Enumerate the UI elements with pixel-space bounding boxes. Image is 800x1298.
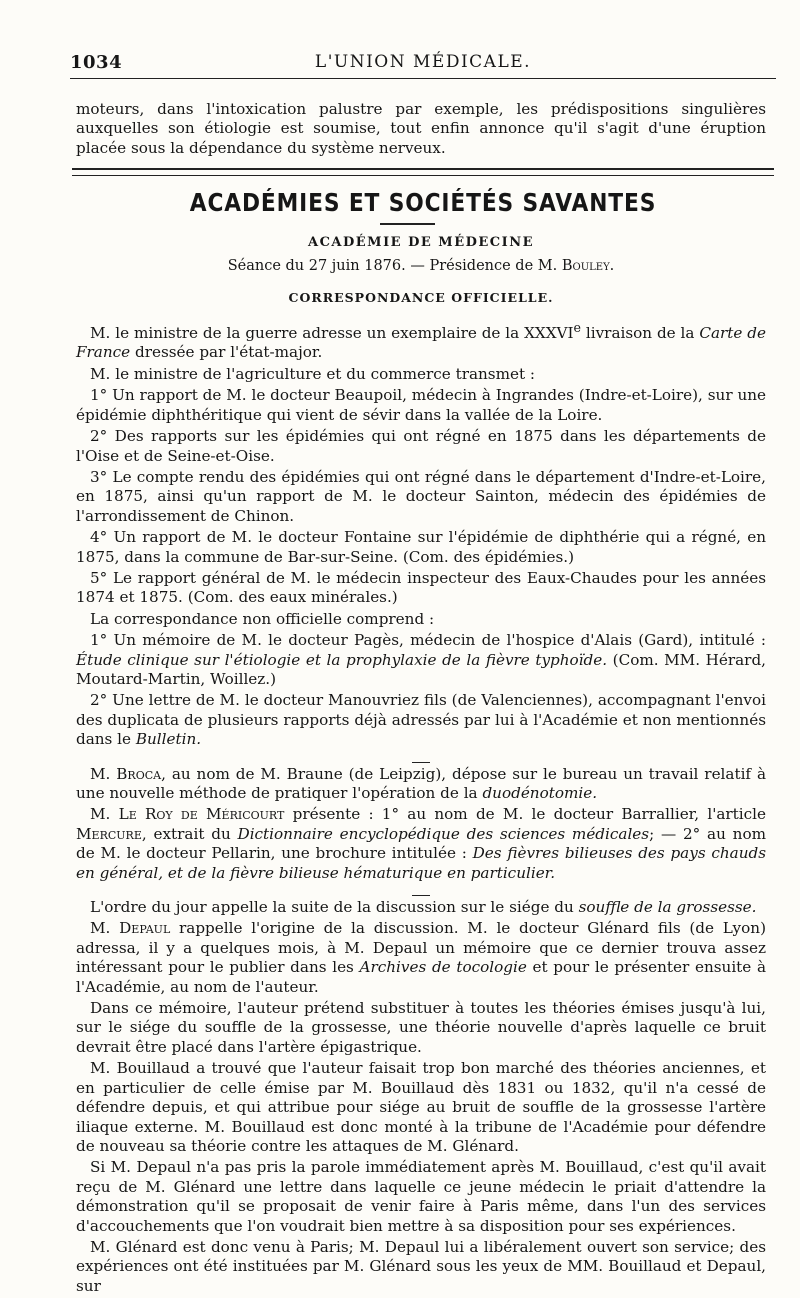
session-line	[76, 258, 766, 274]
superscript: e	[573, 320, 581, 335]
paragraph: La correspondance non officielle comprend :	[90, 609, 435, 628]
paragraph: 4° Un rapport de M. le docteur Fontaine sur l'épidémie de diphthérie qui a régné, en 1875, dans la commune de Bar-sur-Seine. (Com. des épidémies.)	[76, 528, 766, 566]
text: L'ordre du jour appelle la suite de la discussion sur le siége du	[90, 898, 579, 917]
separator-dash	[76, 885, 766, 895]
text: et pour le présenter ensuite à l'Académie, au nom de l'auteur.	[76, 958, 766, 996]
paragraph: 2° Des rapports sur les épidémies qui ont régné en 1875 dans les départements de l'Oise et de Seine-et-Oise.	[76, 427, 766, 465]
paragraph	[76, 898, 766, 917]
paragraph: Si M. Depaul n'a pas pris la parole immédiatement après M. Bouillaud, c'est qu'il avait reçu de M. Glénard une lettre dans laquelle ce jeune médecin le priait d'attendre la démonstration qu'il se proposait de venir faire à Paris même, dans l'un des services d'accouchements que l'on voudrait bien mettre à sa disposition pour ses expériences.	[76, 1158, 766, 1235]
text: présente : 1° au nom de M. le docteur Barrallier, l'article	[284, 805, 766, 824]
text: (Com. MM. Hérard, Moutard-Martin, Woillez.)	[76, 650, 766, 688]
italic-title: Étude clinique sur l'étiologie et la prophylaxie de la fièvre typhoïde.	[76, 650, 608, 669]
text: livraison de la	[581, 324, 700, 343]
paragraph	[76, 631, 766, 689]
separator-dash	[76, 752, 766, 762]
speaker-name: M. Le Roy de Méricourt	[90, 805, 285, 824]
paragraph: 5° Le rapport général de M. le médecin inspecteur des Eaux-Chaudes pour les années 1874 et 1875. (Com. des eaux minérales.)	[76, 568, 766, 607]
italic-title: souffle de la grossesse.	[578, 898, 757, 917]
text: , extrait du	[141, 824, 238, 843]
text: 1° Un mémoire de M. le docteur Pagès, médecin de l'hospice d'Alais (Gard), intitulé :	[90, 631, 766, 650]
speaker-name: M. Broca	[90, 764, 162, 783]
page-number: 1034	[70, 52, 123, 73]
session-text: Séance du 27 juin 1876. — Présidence de M.	[227, 258, 562, 274]
title-underline	[380, 223, 435, 225]
text: , au nom de M. Braune (de Leipzig), dépose sur le bureau un travail relatif à une nouvelle méthode de pratiquer l'opération de la	[76, 764, 766, 802]
article-body	[76, 318, 766, 1298]
italic-title: Archives de tocologie	[359, 958, 527, 977]
intro-paragraph: moteurs, dans l'intoxication palustre par exemple, les prédispositions singulières auxquelles son étiologie est soumise, tout enfin annonce qu'il s'agit d'une éruption placée sous la dépendance du système nerveux.	[76, 100, 766, 157]
italic-title: Bulletin.	[135, 730, 202, 749]
text: M. le ministre de la guerre adresse un exemplaire de la XXXVI	[90, 324, 574, 343]
paragraph	[76, 318, 766, 363]
text: rappelle l'origine de la discussion. M. le docteur Glénard fils (de Lyon) adressa, il y a quelques mois, à M. Depaul un mémoire que ce dernier trouva assez intéressant pour le publier dans les	[76, 919, 766, 977]
speaker-name: M. Depaul	[90, 919, 171, 938]
paragraph: M. le ministre de l'agriculture et du commerce transmet :	[90, 364, 536, 383]
academy-name: ACADÉMIE DE MÉDECINE	[307, 235, 534, 250]
session-president: Bouley.	[561, 258, 615, 274]
running-title: L'UNION MÉDICALE.	[314, 52, 532, 72]
subsection-heading: CORRESPONDANCE OFFICIELLE.	[288, 290, 554, 305]
italic-title: duodénotomie.	[482, 784, 598, 802]
paragraph: Dans ce mémoire, l'auteur prétend substituer à toutes les théories émises jusqu'à lui, sur le siége du souffle de la grossesse, une théorie nouvelle d'après laquelle ce bruit devrait être placé dans l'artère épigastrique.	[76, 999, 766, 1056]
paragraph	[76, 919, 766, 997]
text: 2° Une lettre de M. le docteur Manouvriez fils (de Valenciennes), accompagnant l'envoi des duplicata de plusieurs rapports déjà adressés par lui à l'Académie et non mentionnés dans le	[76, 691, 766, 749]
text: dressée par l'état-major.	[130, 343, 323, 362]
italic-title: Des fièvres bilieuses des pays chauds en général, et de la fièvre bilieuse hématurique en particulier.	[76, 844, 766, 882]
page-header	[70, 52, 776, 79]
article-name: Mercure	[76, 824, 142, 843]
italic-title: Carte de France	[76, 324, 766, 362]
intro-block	[76, 100, 766, 158]
paragraph: 3° Le compte rendu des épidémies qui ont régné dans le département d'Indre-et-Loire, en 1875, ainsi qu'un rapport de M. le docteur Sainton, médecin des épidémies de l'arrondissement de Chinon.	[76, 467, 766, 525]
paragraph	[76, 691, 766, 749]
text: ; — 2° au nom de M. le docteur Pellarin, une brochure intitulée :	[76, 824, 766, 863]
italic-title: Dictionnaire encyclopédique des sciences médicales	[237, 824, 650, 843]
section-title: ACADÉMIES ET SOCIÉTÉS SAVANTES	[189, 188, 657, 217]
section-divider	[72, 168, 774, 176]
paragraph	[76, 805, 766, 883]
paragraph: 1° Un rapport de M. le docteur Beaupoil, médecin à Ingrandes (Indre-et-Loire), sur une épidémie diphthéritique qui vient de sévir dans la vallée de la Loire.	[76, 386, 766, 424]
paragraph: M. Glénard est donc venu à Paris; M. Depaul lui a libéralement ouvert son service; des expériences ont été instituées par M. Glénard sous les yeux de MM. Bouillaud et Depaul, sur	[76, 1237, 766, 1295]
paragraph	[76, 765, 766, 804]
paragraph: M. Bouillaud a trouvé que l'auteur faisait trop bon marché des théories anciennes, et en particulier de celle émise par M. Bouillaud dès 1831 ou 1832, qu'il n'a cessé de défendre depuis, et qui attribue pour siége au bruit de souffle de la grossesse l'artère iliaque externe. M. Bouillaud est donc monté à la tribune de l'Académie pour défendre de nouveau sa théorie contre les attaques de M. Glénard.	[76, 1059, 766, 1155]
